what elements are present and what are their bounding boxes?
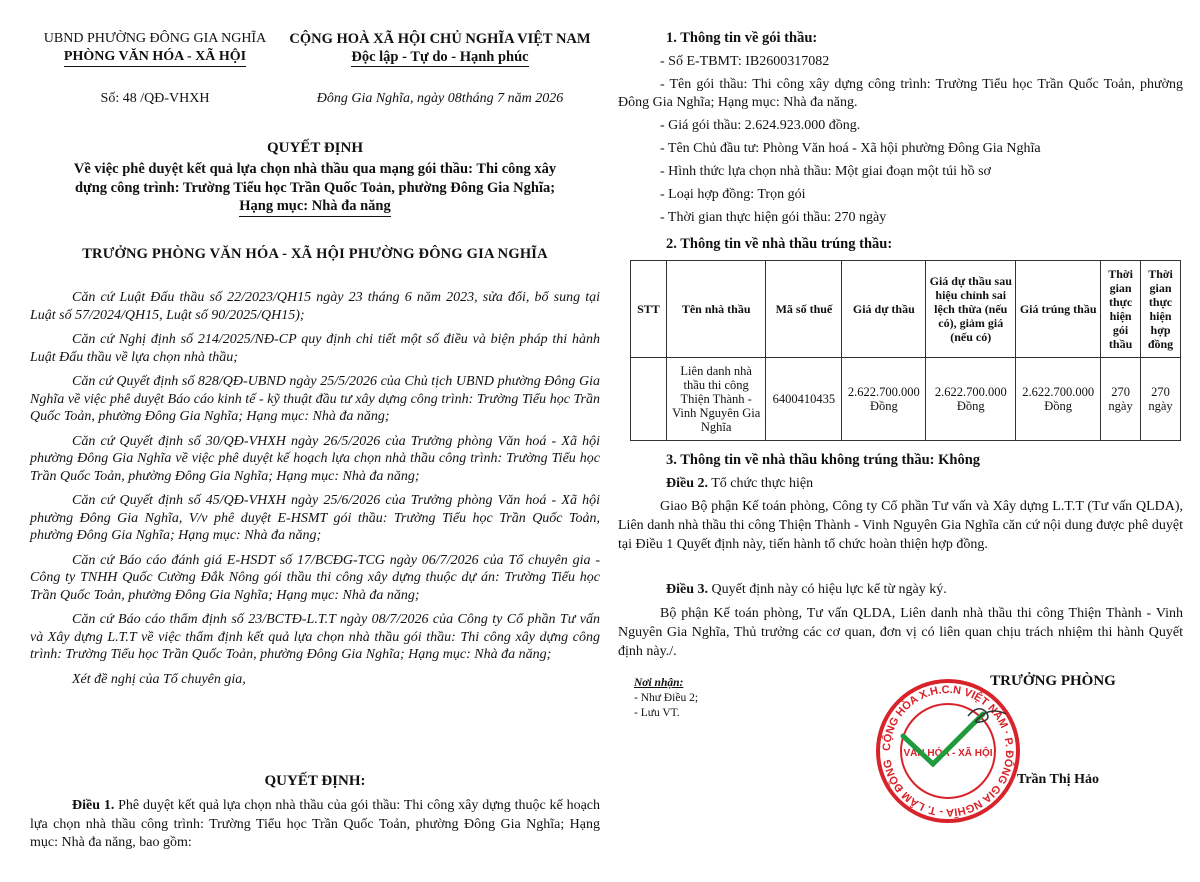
column-header: Giá trúng thầu	[1016, 261, 1101, 358]
article-3-text: Bộ phận Kế toán phòng, Tư vấn QLDA, Liên danh nhà thầu thi công Thiện Thành - Vinh Nguyên Gia Nghĩa, Thủ trưởng các cơ quan, đơn vị có liên quan chịu trách nhiệm thi hành Quyết định này./.	[618, 606, 1183, 659]
column-header: Giá dự thầu	[842, 261, 926, 358]
table-cell: 6400410435	[766, 358, 842, 441]
recipient-item: - Như Điều 2;	[634, 692, 699, 704]
table-cell: 2.622.700.000 Đồng	[1016, 358, 1101, 441]
article-3-label: Điều 3.	[666, 582, 708, 597]
article-2-label: Điều 2.	[666, 476, 708, 491]
article-3-heading	[666, 582, 947, 598]
table-cell: 270 ngày	[1141, 358, 1181, 441]
table-cell: Liên danh nhà thầu thi công Thiện Thành - Vinh Nguyên Gia Nghĩa	[666, 358, 766, 441]
basis-item: Căn cứ Báo cáo thẩm định số 23/BCTĐ-L.T.T ngày 08/7/2026 của Công ty Cổ phần Tư vấn và Xây dựng L.T.T về việc thẩm định kết quả lựa chọn nhà thầu gói thầu: Thi công xây dựng công trình: Trường Tiểu học Trần Quốc Toản, phường Đông Gia Nghĩa; Hạng mục: Nhà đa năng;	[30, 612, 600, 662]
signer-position: TRƯỞNG PHÒNG	[990, 673, 1116, 689]
package-info-item: - Tên Chủ đầu tư: Phòng Văn hoá - Xã hội phường Đông Gia Nghĩa	[660, 141, 1041, 156]
subject-line: dựng công trình: Trường Tiểu học Trần Quốc Toản, phường Đông Gia Nghĩa;	[74, 179, 556, 196]
article-2-title: Tổ chức thực hiện	[708, 476, 814, 491]
table-cell	[631, 358, 667, 441]
table-header-row	[631, 261, 1181, 358]
article-2-text: Giao Bộ phận Kế toán phòng, Công ty Cổ phần Tư vấn và Xây dựng L.T.T (Tư vấn QLDA), Liên danh nhà thầu thi công Thiện Thành - Vinh Nguyên Gia Nghĩa căn cứ nội dung được phê duyệt tại Điều 1 Quyết định này, tiến hành tổ chức hoàn thiện hợp đồng.	[618, 499, 1183, 552]
article-1-text: Phê duyệt kết quả lựa chọn nhà thầu của gói thầu: Thi công xây dựng thuộc kế hoạch lựa chọn nhà thầu công trình: Trường Tiểu học Trần Quốc Toản, phường Đông Gia Nghĩa; Hạng mục: Nhà đa năng, bao gồm:	[30, 798, 601, 850]
table-cell: 2.622.700.000 Đồng	[842, 358, 926, 441]
subject-line: Về việc phê duyệt kết quả lựa chọn nhà thầu qua mạng gói thầu: Thi công xây	[73, 161, 557, 177]
place-date: Đông Gia Nghĩa, ngày 08tháng 7 năm 2026	[316, 91, 564, 106]
document-title: QUYẾT ĐỊNH	[267, 140, 363, 156]
package-info-item: - Hình thức lựa chọn nhà thầu: Một giai đoạn một túi hồ sơ	[660, 164, 991, 179]
decision-heading: QUYẾT ĐỊNH:	[264, 773, 366, 789]
package-info	[618, 53, 1183, 232]
document-subject	[50, 160, 580, 217]
package-info-item: - Số E-TBMT: IB2600317082	[660, 54, 830, 69]
table-row	[631, 358, 1181, 441]
article-1	[30, 797, 600, 853]
official-seal-icon	[873, 676, 1023, 826]
signer-name: Trần Thị Hảo	[1017, 772, 1099, 787]
winning-bidder-table	[630, 260, 1181, 441]
basis-item: Căn cứ Quyết định số 828/QĐ-UBND ngày 25/5/2026 của Chủ tịch UBND phường Đông Gia Nghĩa về việc phê duyệt Báo cáo kinh tế - kỹ thuật đầu tư xây dựng công trình: Trường Tiểu học Trần Quốc Toản, phường Đông Gia Nghĩa; Hạng mục: Nhà đa năng;	[30, 374, 600, 424]
legal-bases	[30, 289, 600, 695]
column-header: Tên nhà thầu	[666, 261, 766, 358]
basis-item: Căn cứ Quyết định số 30/QĐ-VHXH ngày 26/5/2026 của Trưởng phòng Văn hoá - Xã hội phường Đông Gia Nghĩa về việc phê duyệt kế hoạch lựa chọn nhà thầu công trình: Trường Tiểu học Trần Quốc Toản, phường Đông Gia Nghĩa; Hạng mục: Nhà đa năng;	[30, 433, 600, 484]
column-header: Giá dự thầu sau hiệu chỉnh sai lệch thừa (nếu có), giảm giá (nếu có)	[926, 261, 1016, 358]
section-2-heading: 2. Thông tin về nhà thầu trúng thầu:	[666, 236, 893, 252]
column-header: Mã số thuế	[766, 261, 842, 358]
article-2-heading	[666, 476, 813, 492]
national-title	[280, 30, 600, 67]
basis-item: Căn cứ Nghị định số 214/2025/NĐ-CP quy định chi tiết một số điều và biện pháp thi hành Luật Đấu thầu về lựa chọn nhà thầu;	[30, 332, 600, 365]
document-header	[30, 30, 600, 120]
document-number: Số: 48 /QĐ-VHXH	[100, 91, 210, 106]
column-header: Thời gian thực hiện hợp đồng	[1141, 261, 1181, 358]
recipients	[634, 676, 698, 721]
section-1-heading: 1. Thông tin về gói thầu:	[666, 30, 818, 46]
authority-heading: TRƯỞNG PHÒNG VĂN HÓA - XÃ HỘI PHƯỜNG ĐÔNG GIA NGHĨA	[82, 246, 548, 262]
basis-item: Căn cứ Luật Đấu thầu số 22/2023/QH15 ngày 23 tháng 6 năm 2023, sửa đổi, bổ sung tại Luật số 57/2024/QH15, Luật số 90/2025/QH15);	[30, 290, 600, 323]
column-header: Thời gian thực hiện gói thầu	[1101, 261, 1141, 358]
section-3-heading: 3. Thông tin về nhà thầu không trúng thầu: Không	[666, 452, 981, 468]
basis-item: Căn cứ Báo cáo đánh giá E-HSDT số 17/BCĐG-TCG ngày 06/7/2026 của Tổ chuyên gia - Công ty TNHH Quốc Cường Đắk Nông gói thầu thi công xây dựng thuộc dự án: Trường Tiểu học Trần Quốc Toản, phường Đông Gia Nghĩa; Hạng mục: Nhà đa năng;	[30, 552, 600, 603]
table-cell: 270 ngày	[1101, 358, 1141, 441]
article-3-title: Quyết định này có hiệu lực kể từ ngày ký.	[708, 582, 947, 597]
subject-line: Hạng mục: Nhà đa năng	[239, 197, 390, 217]
nation-line-2: Độc lập - Tự do - Hạnh phúc	[351, 49, 529, 65]
recipient-item: - Lưu VT.	[634, 707, 680, 719]
table-cell: 2.622.700.000 Đồng	[926, 358, 1016, 441]
org-line-1: UBND PHƯỜNG ĐÔNG GIA NGHĨA	[43, 31, 267, 46]
seal-center-text: VĂN HÓA - XÃ HỘI	[903, 748, 993, 759]
article-1-label: Điều 1.	[72, 798, 115, 813]
org-line-2: PHÒNG VĂN HÓA - XÃ HỘI	[64, 48, 246, 67]
issuing-organization	[30, 30, 280, 67]
package-info-item: - Tên gói thầu: Thi công xây dựng công trình: Trường Tiểu học Trần Quốc Toản, phường Đông Gia Nghĩa; Hạng mục: Nhà đa năng.	[618, 77, 1183, 110]
nation-line-1: CỘNG HOÀ XÃ HỘI CHỦ NGHĨA VIỆT NAM	[289, 31, 591, 47]
package-info-item: - Loại hợp đồng: Trọn gói	[660, 187, 806, 202]
seal-ring-text: CỘNG HÒA X.H.C.N VIỆT NAM · P. ĐÔNG GIA NGHĨA - T. LÂM ĐỒNG	[880, 683, 1016, 819]
package-info-item: - Giá gói thầu: 2.624.923.000 đồng.	[660, 118, 861, 133]
column-header: STT	[631, 261, 667, 358]
package-info-item: - Thời gian thực hiện gói thầu: 270 ngày	[660, 210, 887, 225]
basis-item: Xét đề nghị của Tổ chuyên gia,	[72, 671, 246, 687]
recipients-title: Nơi nhận:	[634, 677, 684, 689]
basis-item: Căn cứ Quyết định số 45/QĐ-VHXH ngày 25/6/2026 của Trưởng phòng Văn hoá - Xã hội phường Đông Gia Nghĩa, V/v phê duyệt E-HSMT gói thầu: Trường Tiểu học Trần Quốc Toản, phường Đông Gia Nghĩa; Hạng mục: Nhà đa năng;	[30, 493, 600, 543]
